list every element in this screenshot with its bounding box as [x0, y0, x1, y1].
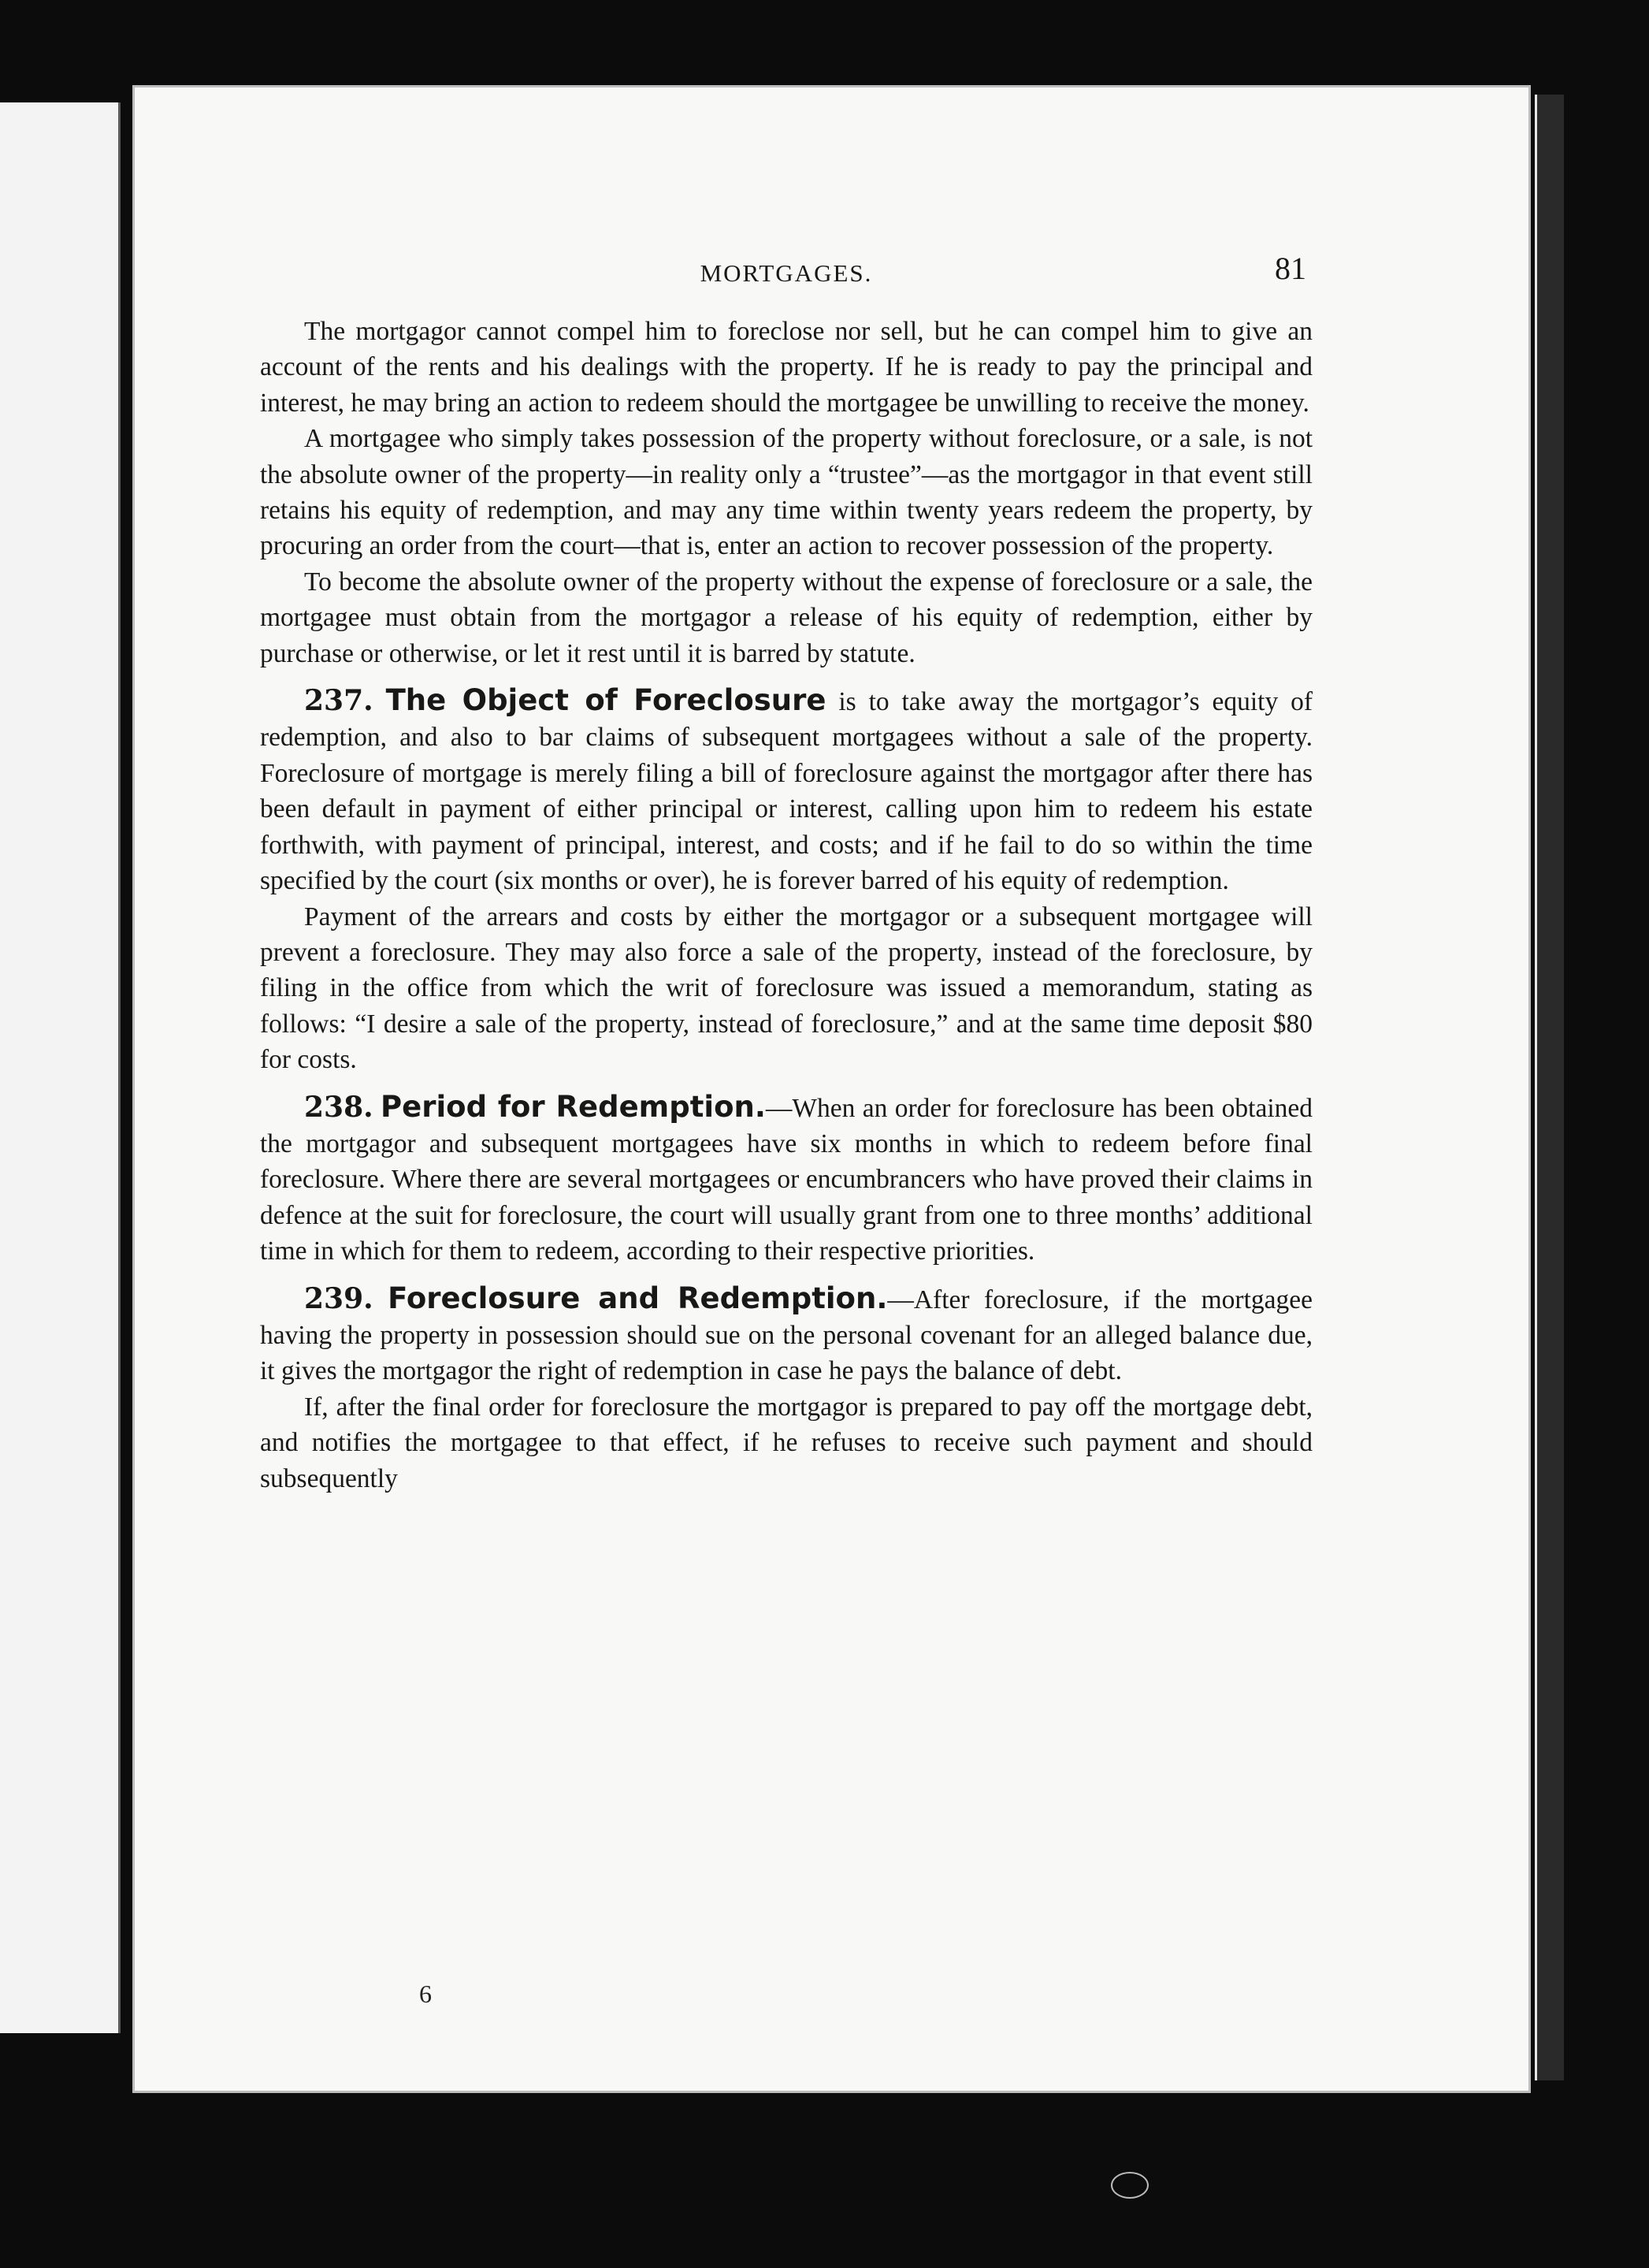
section-text: is to take away the mortgagor’s equity of redemption, and also to bar claims of subsequent mortgagees without a sale of the property. Foreclosure of mortgage is merely filing a bill of foreclosure against the mortgagor after there has been default in payment of either principal or interest, calling upon him to redeem his estate forthwith, with payment of principal, interest, and costs; and if he fail to do so within the time specified by the court (six months or over), he is forever barred of his equity of redemption.	[260, 687, 1313, 896]
paragraph: If, after the final order for foreclosure the mortgagor is prepared to pay off the mortgage debt, and notifies the mortgagee to that effect, if he refuses to receive such payment and should subsequently	[260, 1392, 1313, 1493]
section-number: 237.	[304, 684, 373, 718]
section-number: 239.	[304, 1281, 373, 1315]
paragraph: To become the absolute owner of the property without the expense of foreclosure or a sale, the mortgagee must obtain from the mortgagor a release of his equity of redemption, either by purchase or otherwise, or let it rest until it is barred by statute.	[260, 567, 1313, 668]
section-title: The Object of Foreclosure	[385, 683, 826, 718]
section-238	[260, 1089, 1313, 1270]
page-number: 81	[1275, 251, 1306, 286]
section-text: —When an order for foreclosure has been obtained the mortgagor and subsequent mortgagees have six months in which to redeem before final foreclosure. Where there are several mortgagees or encumbrancers who have proved their claims in defence at the suit for foreclosure, the court will usually grant from one to three months’ additional time in which for them to redeem, according to their respective priorities.	[260, 1093, 1313, 1266]
section-239	[260, 1281, 1313, 1389]
page-text	[260, 251, 1313, 1497]
page-stack-edge	[1535, 95, 1564, 2080]
running-head: MORTGAGES.	[700, 259, 873, 287]
section-title: Period for Redemption.	[381, 1089, 766, 1124]
paragraph: Payment of the arrears and costs by either the mortgagor or a subsequent mortgagee will prevent a foreclosure. They may also force a sale of the property, instead of the foreclosure, by filing in the office from which the writ of foreclosure was issued a memorandum, stating as follows: “I desire a sale of the property, instead of foreclosure,” and at the same time deposit $80 for costs.	[260, 902, 1313, 1075]
paragraph: The mortgagor cannot compel him to foreclose nor sell, but he can compel him to give an account of the rents and his dealings with the property. If he is ready to pay the principal and interest, he may bring an action to redeem should the mortgagee be unwilling to receive the money.	[260, 317, 1313, 418]
library-stamp-icon	[1111, 2172, 1149, 2199]
signature-mark: 6	[419, 1980, 432, 2008]
section-title: Foreclosure and Redemption.	[388, 1281, 888, 1315]
section-text: —After foreclosure, if the mortgagee having the property in possession should sue on the personal covenant for an alleged balance due, it gives the mortgagor the right of redemption in case he pays the balance of debt.	[260, 1285, 1313, 1386]
facing-page-edge	[0, 102, 121, 2033]
page-header	[260, 251, 1313, 298]
paragraph: A mortgagee who simply takes possession of the property without foreclosure, or a sale, is not the absolute owner of the property—in reality only a “trustee”—as the mortgagor in that event still retains his equity of redemption, and may any time within twenty years redeem the property, by procuring an order from the court—that is, enter an action to recover possession of the property.	[260, 424, 1313, 561]
section-237	[260, 682, 1313, 898]
section-number: 238.	[304, 1090, 373, 1124]
